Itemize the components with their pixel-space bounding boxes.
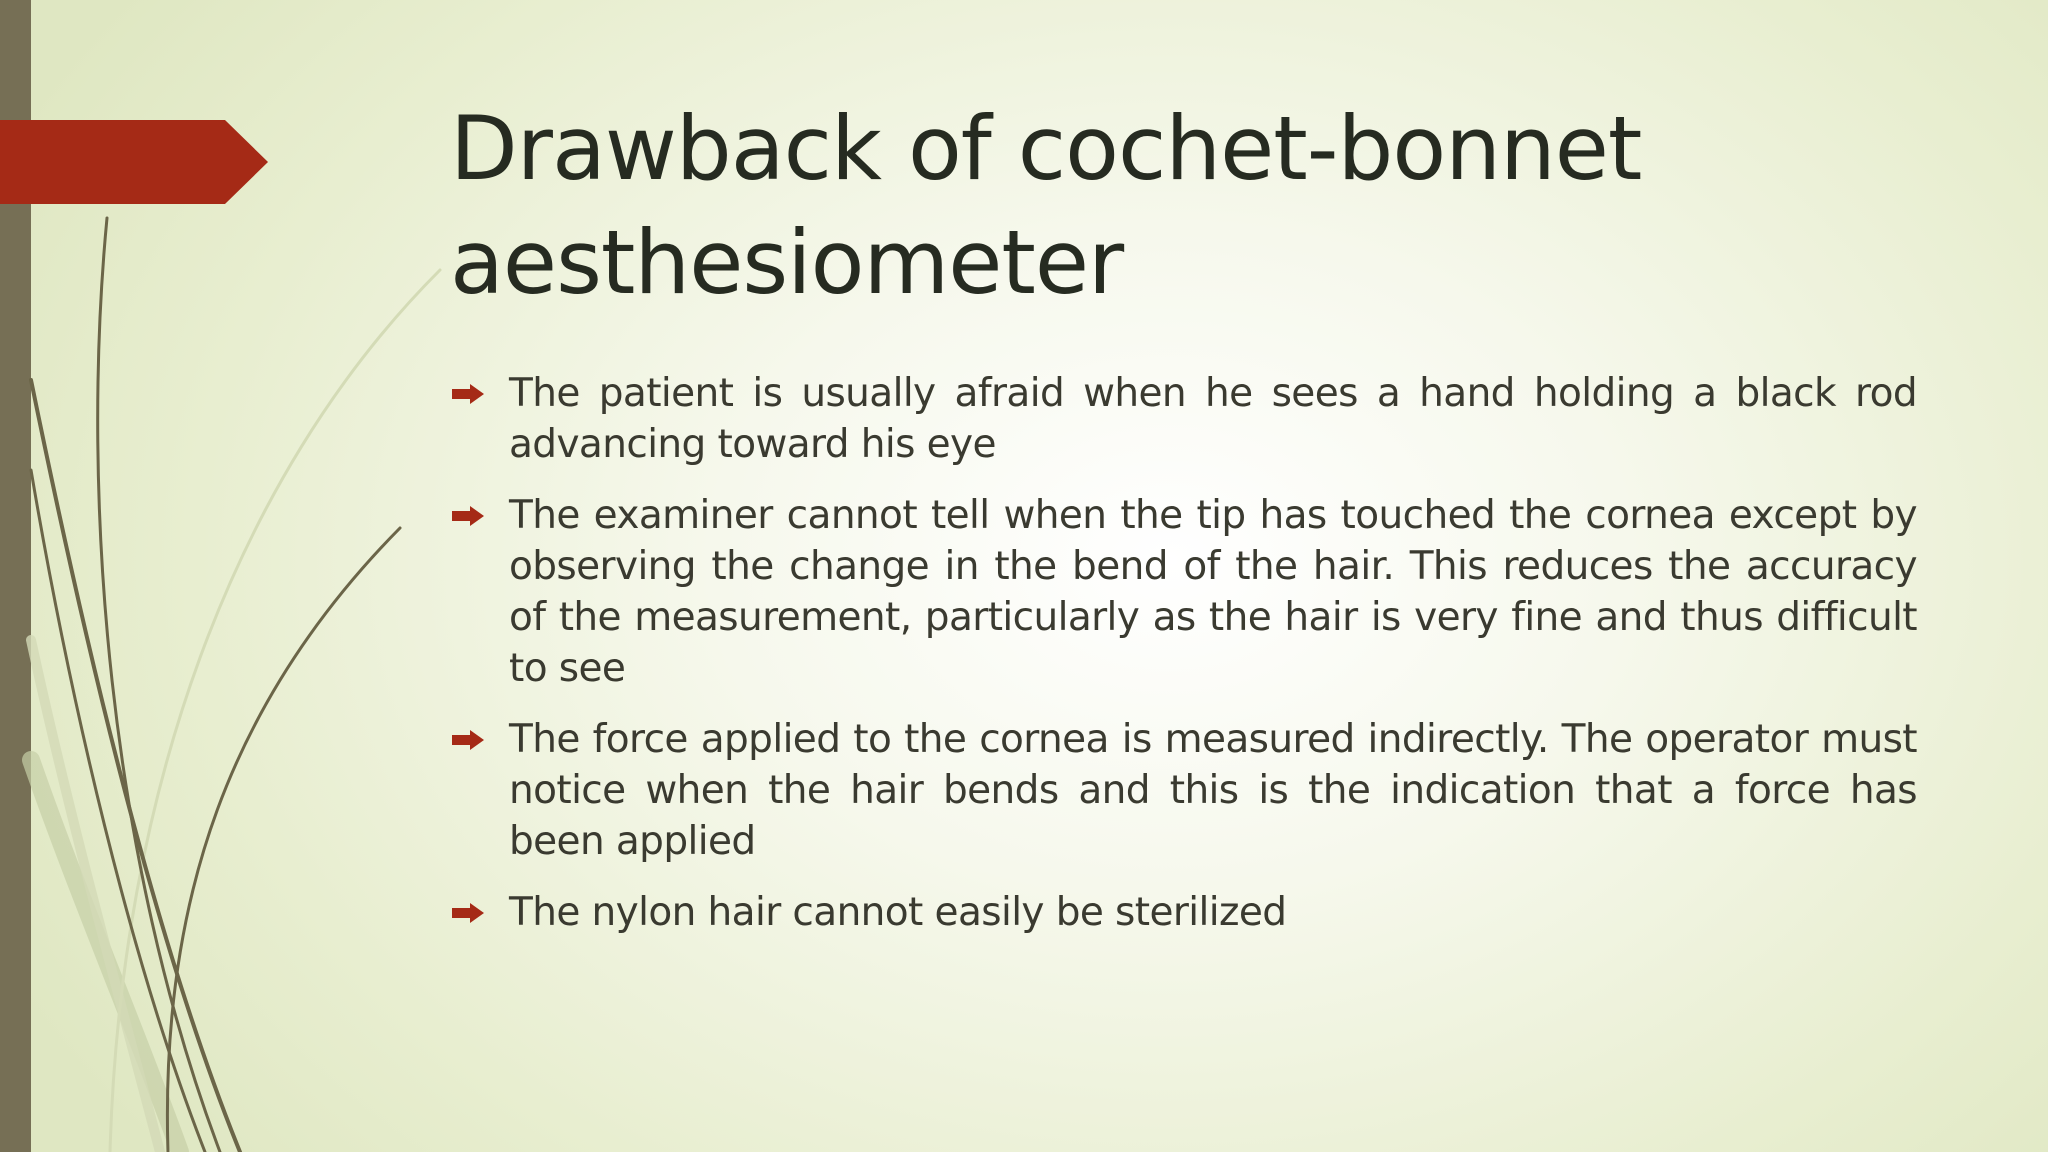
bullet-text: The patient is usually afraid when he sees a hand holding a black rod advancing toward his eye [509,371,1917,467]
arrow-bullet-icon [452,506,484,526]
arrow-bullet-icon [452,730,484,750]
slide-title: Drawback of cochet-bonnet aesthesiometer [450,97,1642,314]
bullet-list [452,368,1917,958]
bullet-item [452,887,1917,938]
bullet-item [452,490,1917,694]
bullet-text: The nylon hair cannot easily be sterilized [509,890,1287,935]
bullet-item [452,368,1917,470]
bullet-item [452,714,1917,867]
arrow-banner-icon [0,120,270,210]
bullet-text: The examiner cannot tell when the tip has touched the cornea except by observing the change in the bend of the hair. This reduces the accuracy of the measurement, particularly as the hair is very fine and thus difficult to see [509,493,1917,691]
bullet-text: The force applied to the cornea is measured indirectly. The operator must notice when the hair bends and this is the indication that a force has been applied [509,717,1917,864]
arrow-bullet-icon [452,903,484,923]
arrow-bullet-icon [452,384,484,404]
